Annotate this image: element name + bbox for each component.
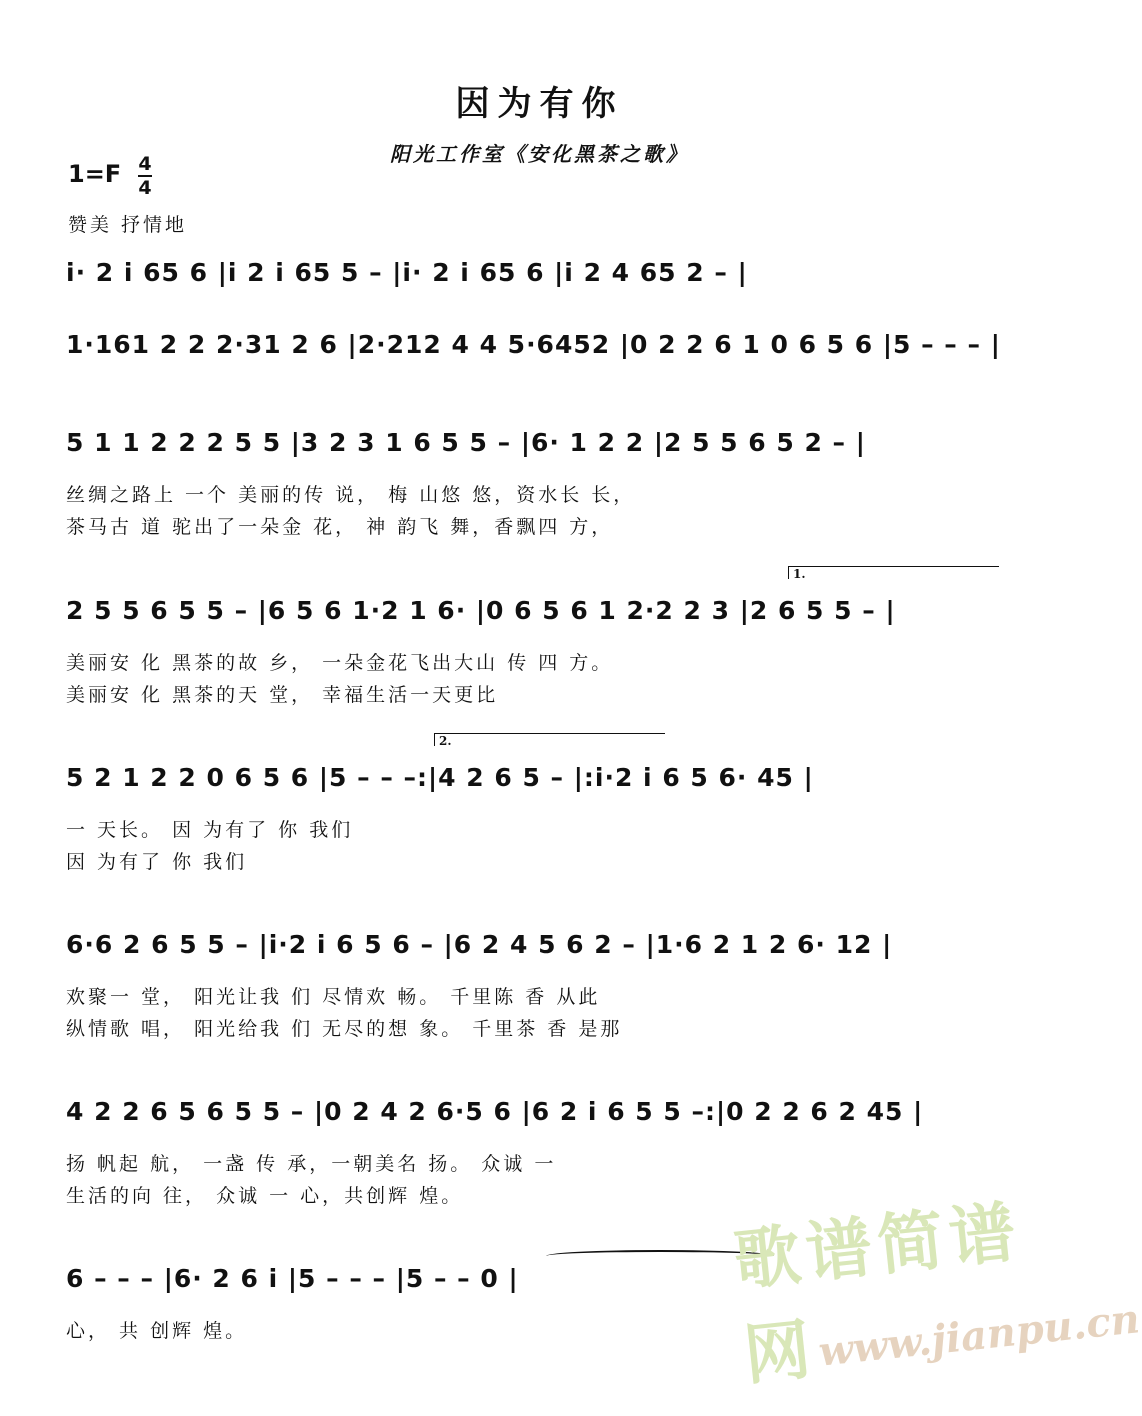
lyrics-verse-2: 纵情歌 唱， 阳光给我 们 无尽的想 象。 千里茶 香 是那 [66, 1018, 623, 1040]
notation-line: 5 1 1 2 2 2 5 5 |3 2 3 1 6 5 5 – |6· 1 2 2 |2 5 5 6 5 2 – | [66, 428, 866, 457]
notation-line: 2 5 5 6 5 5 – |6 5 6 1·2 1 6· |0 6 5 6 1 2·2 2 3 |2 6 5 5 – | [66, 596, 896, 625]
notation-line: 4 2 2 6 5 6 5 5 – |0 2 4 2 6·5 6 |6 2 i 6 5 5 –:|0 2 2 6 2 45 | [66, 1097, 924, 1126]
lyrics-verse-2: 美丽安 化 黑茶的天 堂， 幸福生活一天更比 [66, 684, 499, 706]
time-signature [138, 154, 152, 198]
notation-line: 6·6 2 6 5 5 – |i·2 i 6 5 6 – |6 2 4 5 6 2 – |1·6 2 1 2 6· 12 | [66, 930, 893, 959]
song-title: 因为有你 [455, 84, 624, 124]
lyrics-verse-1: 扬 帆起 航， 一盏 传 承，一朝美名 扬。 众诚 一 [66, 1153, 557, 1175]
lyrics-verse-1: 一 天长。 因 为有了 你 我们 [66, 819, 354, 841]
lyrics-verse-2: 生活的向 往， 众诚 一 心，共创辉 煌。 [66, 1185, 464, 1207]
tempo-marking: 赞美 抒情地 [68, 214, 188, 236]
watermark-logo: 歌谱简谱网 [730, 1193, 1026, 1395]
song-subtitle: 阳光工作室《安化黑茶之歌》 [390, 142, 689, 166]
lyrics-verse-1: 欢聚一 堂， 阳光让我 们 尽情欢 畅。 千里陈 香 从此 [66, 986, 601, 1008]
notation-line: 5 2 1 2 2 0 6 5 6 |5 – – –:|4 2 6 5 – |:i·2 i 6 5 6· 45 | [66, 763, 814, 792]
time-signature-bottom: 4 [138, 177, 152, 199]
lyrics-verse-2: 因 为有了 你 我们 [66, 851, 248, 873]
volta-first-ending: 1. [788, 566, 999, 579]
lyrics-verse-1: 丝绸之路上 一个 美丽的传 说， 梅 山悠 悠，资水长 长， [66, 484, 636, 506]
lyrics-verse-1: 心， 共 创辉 煌。 [66, 1320, 248, 1342]
lyrics-verse-2: 茶马古 道 驼出了一朵金 花， 神 韵飞 舞，香飘四 方， [66, 516, 614, 538]
volta-second-ending: 2. [434, 733, 665, 746]
key-signature: 1=F [68, 160, 122, 188]
time-signature-top: 4 [138, 153, 152, 175]
notation-line: i· 2 i 65 6 |i 2 i 65 5 – |i· 2 i 65 6 |i 2 4 65 2 – | [66, 258, 748, 287]
notation-line: 1·161 2 2 2·31 2 6 |2·212 4 4 5·6452 |0 2 2 6 1 0 6 5 6 |5 – – – | [66, 330, 1001, 359]
watermark-url: www.jianpu.cn [816, 1295, 1142, 1376]
lyrics-verse-1: 美丽安 化 黑茶的故 乡， 一朵金花飞出大山 传 四 方。 [66, 652, 614, 674]
notation-line: 6 – – – |6· 2 6 i |5 – – – |5 – – 0 | [66, 1264, 519, 1293]
